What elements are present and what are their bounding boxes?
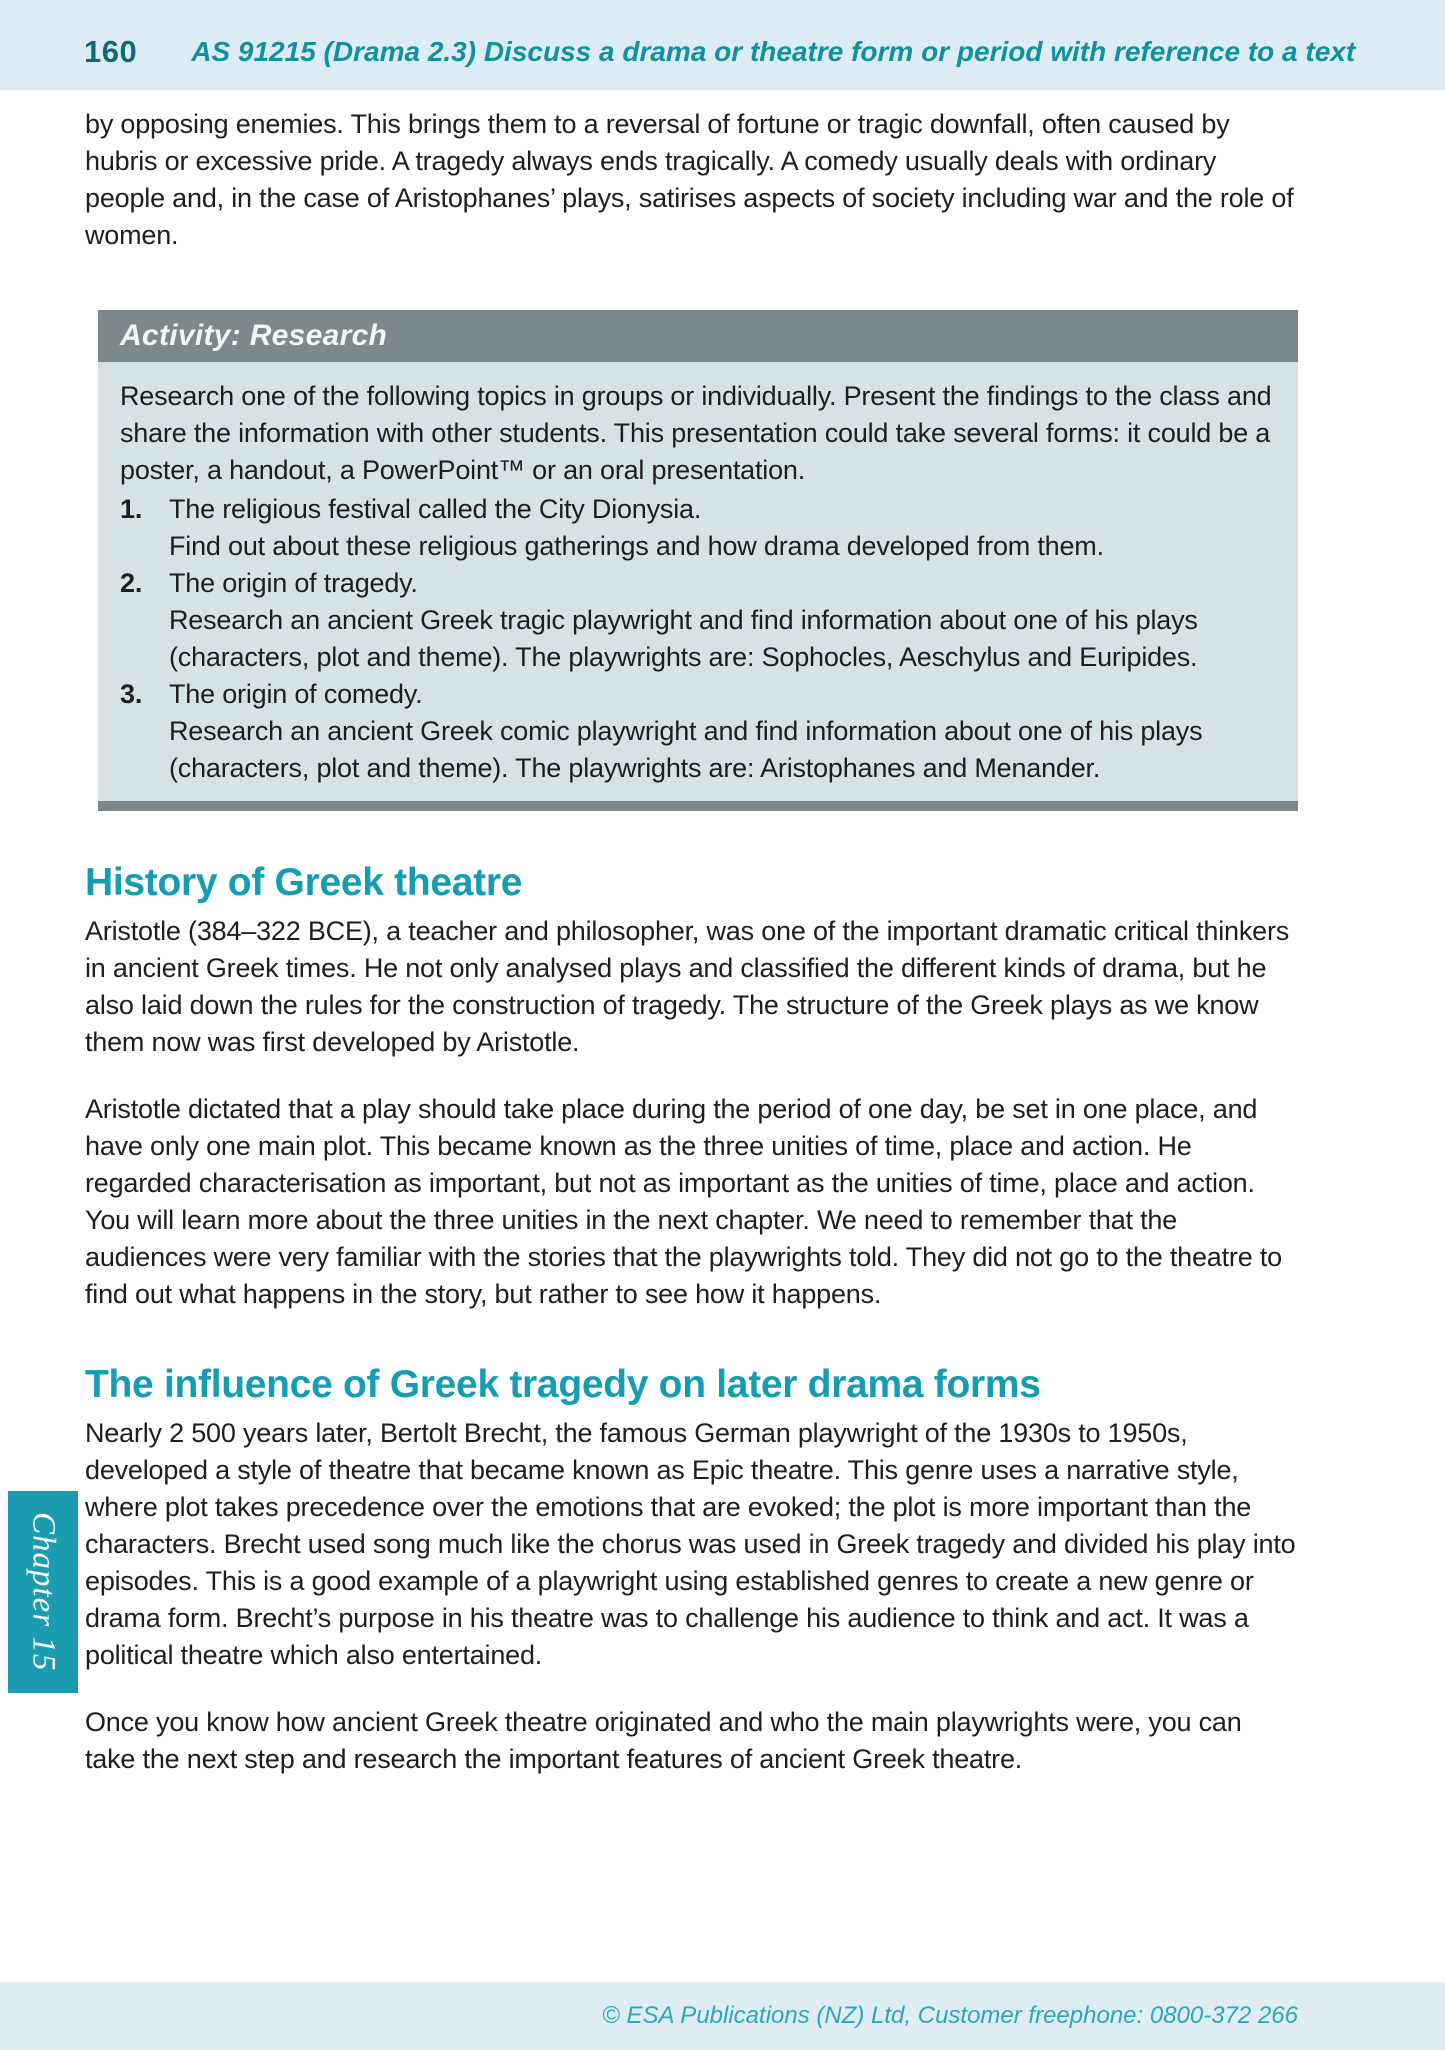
activity-list-item — [120, 676, 1276, 787]
activity-item-number: 1. — [120, 494, 143, 524]
activity-item-detail: Research an ancient Greek tragic playwright and find information about one of his plays (characters, plot and theme). The playwrights are: Sophocles, Aeschylus and Euripides. — [169, 605, 1198, 672]
section-paragraph: Nearly 2 500 years later, Bertolt Brecht, the famous German playwright of the 1930s to 1950s, developed a style of theatre that became known as Epic theatre. This genre uses a narrative style, where plot takes precedence over the emotions that are evoked; the plot is more important than the characters. Brecht used song much like the chorus was used in Greek tragedy and divided his play into episodes. This is a good example of a playwright using established genres to create a new genre or drama form. Brecht’s purpose in his theatre was to challenge his audience to think and act. It was a political theatre which also entertained. — [85, 1418, 1296, 1670]
page-number: 160 — [84, 34, 138, 69]
activity-list-item — [120, 565, 1276, 676]
activity-intro: Research one of the following topics in groups or individually. Present the findings to the class and share the information with other students. This presentation could take several forms: it could be a poster, a handout, a PowerPoint™ or an oral presentation. — [120, 381, 1272, 485]
section — [85, 1363, 1298, 1778]
activity-header-bar — [98, 310, 1298, 362]
activity-item-number: 3. — [120, 679, 143, 709]
section-paragraph: Once you know how ancient Greek theatre originated and who the main playwrights were, you can take the next step and research the important features of ancient Greek theatre. — [85, 1707, 1242, 1774]
activity-item-head — [120, 565, 1276, 602]
sections — [85, 861, 1298, 1778]
page-content — [85, 90, 1298, 1808]
chapter-tab — [8, 1491, 78, 1693]
chapter-tab-label: Chapter 15 — [25, 1512, 62, 1672]
activity-item-head — [120, 491, 1276, 528]
section-paragraph: Aristotle dictated that a play should take place during the period of one day, be set in one place, and have only one main plot. This became known as the three unities of time, place and action. He regarded characterisation as important, but not as important as the unities of time, place and action. You will learn more about the three unities in the next chapter. We need to remember that the audiences were very familiar with the stories that the playwrights told. They did not go to the theatre to find out what happens in the story, but rather to see how it happens. — [85, 1094, 1282, 1309]
activity-item-title: The origin of comedy. — [169, 679, 423, 709]
activity-title: Activity: Research — [120, 319, 388, 352]
intro-paragraph: by opposing enemies. This brings them to a reversal of fortune or tragic downfall, often caused by hubris or excessive pride. A tragedy always ends tragically. A comedy usually deals with ordinary people and, in the case of Aristophanes’ plays, satirises aspects of society including war and the role of women. — [85, 109, 1294, 250]
activity-list-item — [120, 491, 1276, 565]
activity-list — [120, 491, 1276, 787]
activity-item-head — [120, 676, 1276, 713]
activity-item-title: The religious festival called the City Dionysia. — [169, 494, 702, 524]
footer-text: © ESA Publications (NZ) Ltd, Customer freephone: 0800-372 266 — [602, 2002, 1298, 2029]
section-heading: History of Greek theatre — [85, 861, 523, 904]
activity-item-detail: Research an ancient Greek comic playwright and find information about one of his plays (characters, plot and theme). The playwrights are: Aristophanes and Menander. — [169, 716, 1203, 783]
section-heading: The influence of Greek tragedy on later drama forms — [85, 1363, 1041, 1406]
activity-item-number: 2. — [120, 568, 143, 598]
header-title: AS 91215 (Drama 2.3) Discuss a drama or theatre form or period with reference to a text — [191, 36, 1356, 67]
section — [85, 861, 1298, 1313]
page-footer — [0, 1982, 1445, 2050]
activity-item-title: The origin of tragedy. — [169, 568, 418, 598]
activity-body — [98, 362, 1298, 801]
activity-box — [98, 310, 1298, 811]
activity-bottom-bar — [98, 801, 1298, 811]
page-header — [0, 0, 1445, 90]
section-paragraph: Aristotle (384–322 BCE), a teacher and philosopher, was one of the important dramatic critical thinkers in ancient Greek times. He not only analysed plays and classified the different kinds of drama, but he also laid down the rules for the construction of tragedy. The structure of the Greek plays as we know them now was first developed by Aristotle. — [85, 916, 1290, 1057]
activity-item-detail: Find out about these religious gatherings and how drama developed from them. — [169, 531, 1104, 561]
